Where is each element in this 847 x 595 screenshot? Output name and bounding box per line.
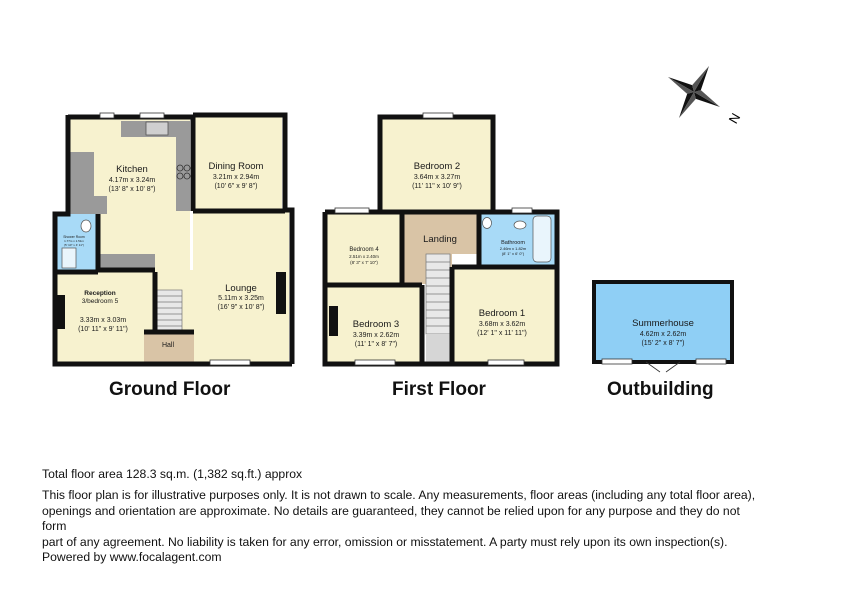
powered-by: Powered by www.focalagent.com — [42, 550, 222, 565]
reception-label-line2: 3/bedroom 5 — [81, 298, 119, 305]
first-floor-title: First Floor — [392, 379, 486, 400]
sink-icon — [146, 122, 168, 135]
shower-room-label: Shower Room — [63, 235, 85, 239]
dining-room-size-imperial: (10' 6" x 9' 8") — [214, 183, 258, 190]
shower-tray-icon — [62, 248, 76, 268]
disclaimer-line-3: part of any agreement. No liability is taken for any error, omission or misstatement. A party must rely upon its own inspection(s). — [42, 534, 728, 549]
bath-toilet-icon — [483, 218, 492, 229]
summerhouse-size-metric: 4.62m x 2.62m — [639, 331, 687, 338]
bedroom2-size-metric: 3.64m x 3.27m — [413, 174, 461, 181]
bedroom3-size-imperial: (11' 1" x 8' 7") — [354, 341, 398, 348]
outbuilding-plan — [594, 282, 732, 372]
total-floor-area: Total floor area 128.3 sq.m. (1,382 sq.ft.) approx — [42, 467, 303, 481]
bedroom1-size-imperial: (12' 1" x 11' 11") — [477, 330, 527, 337]
fireplace-bedroom3 — [329, 306, 338, 336]
bedroom2-label: Bedroom 2 — [413, 161, 461, 172]
kitchen-counter-bottom — [77, 196, 107, 214]
toilet-icon — [81, 220, 91, 232]
hall-label: Hall — [161, 342, 175, 349]
ground-floor-plan — [55, 113, 292, 365]
first-floor-plan — [325, 113, 557, 365]
cupboard — [426, 334, 452, 362]
kitchen-size-imperial: (13' 8" x 10' 8") — [108, 186, 156, 193]
summerhouse-label: Summerhouse — [632, 318, 694, 329]
bedroom4-label: Bedroom 4 — [349, 247, 379, 253]
dining-room-label: Dining Room — [208, 161, 264, 172]
bedroom3-size-metric: 3.39m x 2.62m — [352, 332, 400, 339]
reception-size-metric: 3.33m x 3.03m — [79, 317, 127, 324]
bedroom3-label: Bedroom 3 — [352, 319, 400, 330]
bath-icon — [533, 216, 551, 262]
kitchen-label: Kitchen — [116, 164, 148, 175]
reception-label: Reception — [84, 290, 116, 297]
shower-room-size-imperial: (5' 10" x 4' 11") — [64, 243, 84, 247]
lounge-size-metric: 5.11m x 3.25m — [218, 295, 264, 302]
fireplace-reception — [57, 295, 65, 329]
bathroom-label: Bathroom — [501, 240, 525, 246]
outbuilding-title: Outbuilding — [607, 379, 714, 400]
bedroom1-size-metric: 3.68m x 3.62m — [478, 321, 526, 328]
lounge-size-imperial: (16' 9" x 10' 8") — [217, 304, 265, 311]
basin-icon — [514, 221, 526, 229]
dining-room-size-metric: 3.21m x 2.94m — [212, 174, 260, 181]
footer — [42, 467, 762, 565]
disclaimer-line-1: This floor plan is for illustrative purposes only. It is not drawn to scale. Any measurements, floor areas (including any total floor area), — [42, 488, 756, 503]
kitchen-size-metric: 4.17m x 3.24m — [108, 177, 156, 184]
summerhouse-size-imperial: (15' 2" x 8' 7") — [641, 340, 685, 347]
compass-rose-icon — [653, 51, 735, 133]
shower-room-size-metric: 1.77m x 1.51m — [64, 239, 84, 243]
bathroom-size-imperial: (8' 1" x 6' 0") — [501, 251, 525, 256]
bathroom-size-metric: 2.46m x 1.82m — [499, 246, 527, 251]
lounge-label: Lounge — [225, 283, 257, 294]
disclaimer-line-2: openings and orientation are approximate. No details are guaranteed, they cannot be relied upon for any purpose and they do not form — [42, 503, 740, 534]
compass-north-label: N — [725, 110, 744, 127]
ground-floor-title: Ground Floor — [109, 379, 231, 400]
landing-label: Landing — [423, 234, 457, 245]
bedroom4-size-imperial: (8' 3" x 7' 10") — [350, 260, 378, 265]
ground-stairs — [157, 290, 182, 332]
bedroom1-label: Bedroom 1 — [478, 308, 526, 319]
fireplace-lounge — [276, 272, 286, 314]
reception-size-imperial: (10' 11" x 9' 11") — [78, 326, 128, 333]
bedroom4-size-metric: 2.51m x 2.40m — [349, 254, 379, 259]
first-stairs — [426, 254, 450, 334]
bedroom2-size-imperial: (11' 11" x 10' 9") — [412, 183, 462, 190]
